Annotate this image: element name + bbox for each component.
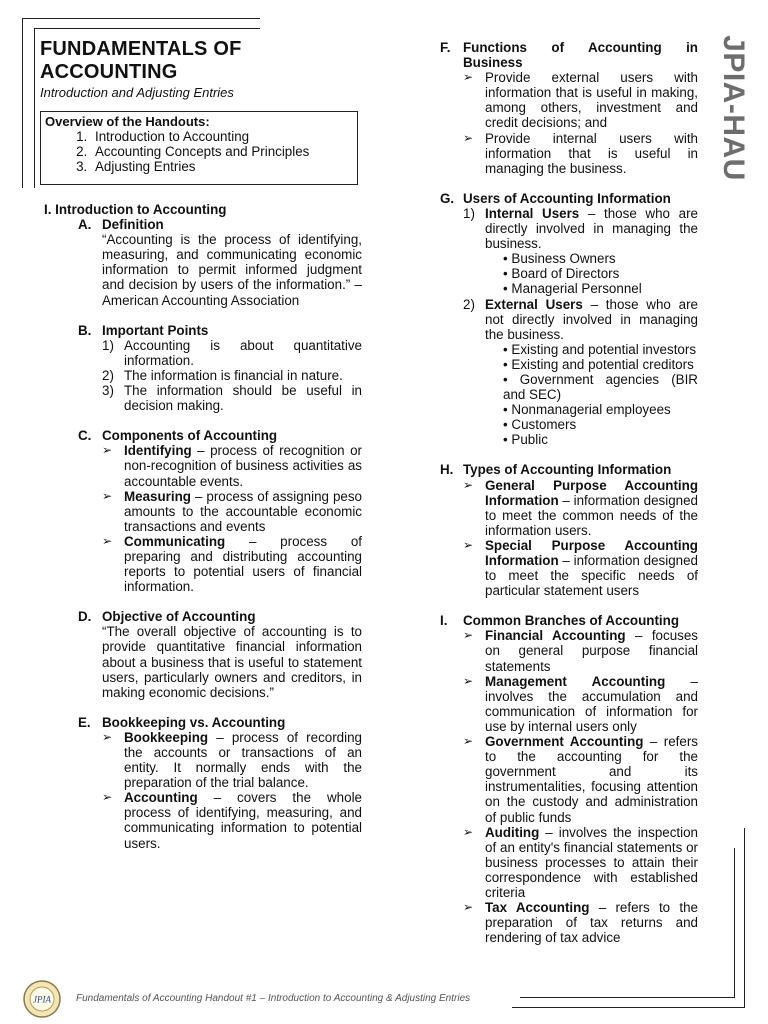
title-block [40, 38, 370, 101]
subsection-label: G. [440, 190, 455, 206]
subsection-label: H. [440, 462, 454, 478]
list-item: ➢ Management Accounting – involves the accumulation and communication of information for use by internal users only [463, 673, 699, 734]
list-item: ➢ Identifying – process of recognition or non-recognition of business activities as accountable events. [102, 443, 362, 489]
arrow-bullet-icon: ➢ [463, 70, 474, 85]
left-column [44, 202, 362, 851]
brand-vertical-text: JPIA-HAU [717, 35, 750, 181]
list-item: 3) The information should be useful in decision making. [102, 383, 362, 414]
overview-item: 3. Adjusting Entries [91, 159, 357, 174]
list-item: 2) The information is financial in nature. [102, 367, 343, 383]
overview-box [40, 111, 358, 185]
list-item: 2) External Users – those who are not directly involved in managing the business. [463, 296, 698, 342]
list-item: ➢ Provide external users with information that is useful in making, among others, investment and credit decisions; and [463, 70, 698, 131]
bullet-item: • Government agencies (BIR and SEC) [503, 371, 698, 403]
list-item: ➢ Auditing – involves the inspection of an entity's financial statements or business processes to attain their correspondence with established criteria [463, 824, 698, 900]
subsection-title: Definition [102, 217, 164, 233]
page-subtitle: Introduction and Adjusting Entries [40, 85, 234, 100]
subsection-label: C. [78, 428, 92, 444]
arrow-bullet-icon: ➢ [102, 488, 113, 503]
arrow-bullet-icon: ➢ [463, 537, 474, 552]
subsection-label: E. [78, 714, 91, 730]
list-item: ➢ Bookkeeping – process of recording the accounts or transactions of an entity. It normally ends with the preparation of the trial balance. [102, 729, 362, 791]
list-item: ➢ Government Accounting – refers to the accounting for the government and its instrumentalities, focusing attention on the custody and administration of public funds [463, 734, 698, 825]
frame-right-line-2 [734, 848, 735, 998]
overview-item: 2. Accounting Concepts and Principles [91, 144, 357, 159]
frame-left-line-2 [34, 28, 35, 188]
arrow-bullet-icon: ➢ [102, 790, 113, 805]
subsection-label: B. [78, 322, 92, 338]
frame-top-line [22, 18, 260, 19]
subsection-title: Objective of Accounting [102, 609, 256, 625]
list-item: ➢ Measuring – process of assigning peso amounts to the accountable economic transactions and events [102, 488, 362, 534]
list-item: ➢ Tax Accounting – refers to the preparation of tax returns and rendering of tax advice [463, 900, 699, 946]
frame-bottom-line-2 [520, 997, 735, 998]
footer-text: Fundamentals of Accounting Handout #1 – Introduction to Accounting & Adjusting Entries [76, 993, 471, 1004]
overview-list [45, 129, 357, 174]
frame-bottom-line [512, 1007, 745, 1008]
arrow-bullet-icon: ➢ [463, 900, 474, 915]
subsection-label: A. [78, 217, 92, 233]
arrow-bullet-icon: ➢ [463, 477, 474, 492]
bullet-item: • Nonmanagerial employees [503, 402, 671, 418]
subsection-title: Components of Accounting [102, 428, 278, 444]
subsection-title: Users of Accounting Information [463, 190, 671, 206]
svg-text:JPIA: JPIA [33, 994, 51, 1005]
list-item: ➢ Accounting – covers the whole process of identifying, measuring, and communicating information to potential users. [102, 790, 362, 851]
bullet-item: • Customers [503, 417, 577, 433]
frame-left-line [22, 18, 23, 188]
subsection-title: Bookkeeping vs. Accounting [102, 714, 286, 730]
section-heading: I. Introduction to Accounting [44, 202, 227, 217]
bullet-item: • Existing and potential creditors [503, 356, 694, 372]
list-item: ➢ General Purpose Accounting Information – information designed to meet the common needs of the information users. [463, 477, 698, 538]
objective-text: “The overall objective of accounting is to provide quantitative financial information about a business that is useful to statement users, particularly owners and creditors, in making economic decisions.” [102, 624, 362, 700]
bullet-item: • Managerial Personnel [503, 281, 642, 297]
list-item: 1) Accounting is about quantitative information. [102, 337, 362, 368]
definition-text: “Accounting is the process of identifying, measuring, and communicating economic information to permit informed judgment and decision by users of the information.” – American Accounting Association [102, 232, 362, 308]
subsection-title: Common Branches of Accounting [463, 613, 679, 629]
subsection-label: F. [440, 40, 451, 55]
frame-right-line [744, 828, 745, 1008]
subsection-title: Types of Accounting Information [463, 462, 672, 478]
arrow-bullet-icon: ➢ [463, 734, 474, 749]
list-item: ➢ Special Purpose Accounting Information – information designed to meet the specific needs of particular statement users [463, 537, 698, 599]
right-column [440, 40, 698, 945]
arrow-bullet-icon: ➢ [463, 628, 474, 643]
subsection-title: Important Points [102, 322, 209, 338]
arrow-bullet-icon: ➢ [102, 729, 113, 744]
bullet-item: • Existing and potential investors [503, 341, 697, 357]
arrow-bullet-icon: ➢ [463, 673, 474, 688]
jpia-seal-icon [22, 979, 62, 1019]
subsection-label: I. [440, 613, 448, 629]
list-item: ➢ Provide internal users with information that is useful in managing the business. [463, 130, 698, 176]
arrow-bullet-icon: ➢ [463, 824, 474, 839]
overview-item: 1. Introduction to Accounting [91, 129, 357, 144]
bullet-item: • Public [503, 432, 548, 448]
bullet-item: • Board of Directors [503, 266, 620, 282]
overview-heading: Overview of the Handouts: [45, 114, 210, 129]
bullet-item: • Business Owners [503, 251, 616, 267]
list-item: ➢ Communicating – process of preparing and distributing accounting reports to potential users of financial information. [102, 533, 362, 595]
arrow-bullet-icon: ➢ [102, 443, 113, 458]
list-item: ➢ Financial Accounting – focuses on general purpose financial statements [463, 628, 698, 674]
arrow-bullet-icon: ➢ [463, 130, 474, 145]
subsection-title: Functions of Accounting in Business [463, 40, 698, 71]
frame-top-line-2 [34, 28, 260, 29]
list-item: 1) Internal Users – those who are directly involved in managing the business. [463, 205, 698, 252]
arrow-bullet-icon: ➢ [102, 533, 113, 548]
subsection-label: D. [78, 609, 92, 625]
page-title: FUNDAMENTALS OF ACCOUNTING [40, 38, 242, 83]
